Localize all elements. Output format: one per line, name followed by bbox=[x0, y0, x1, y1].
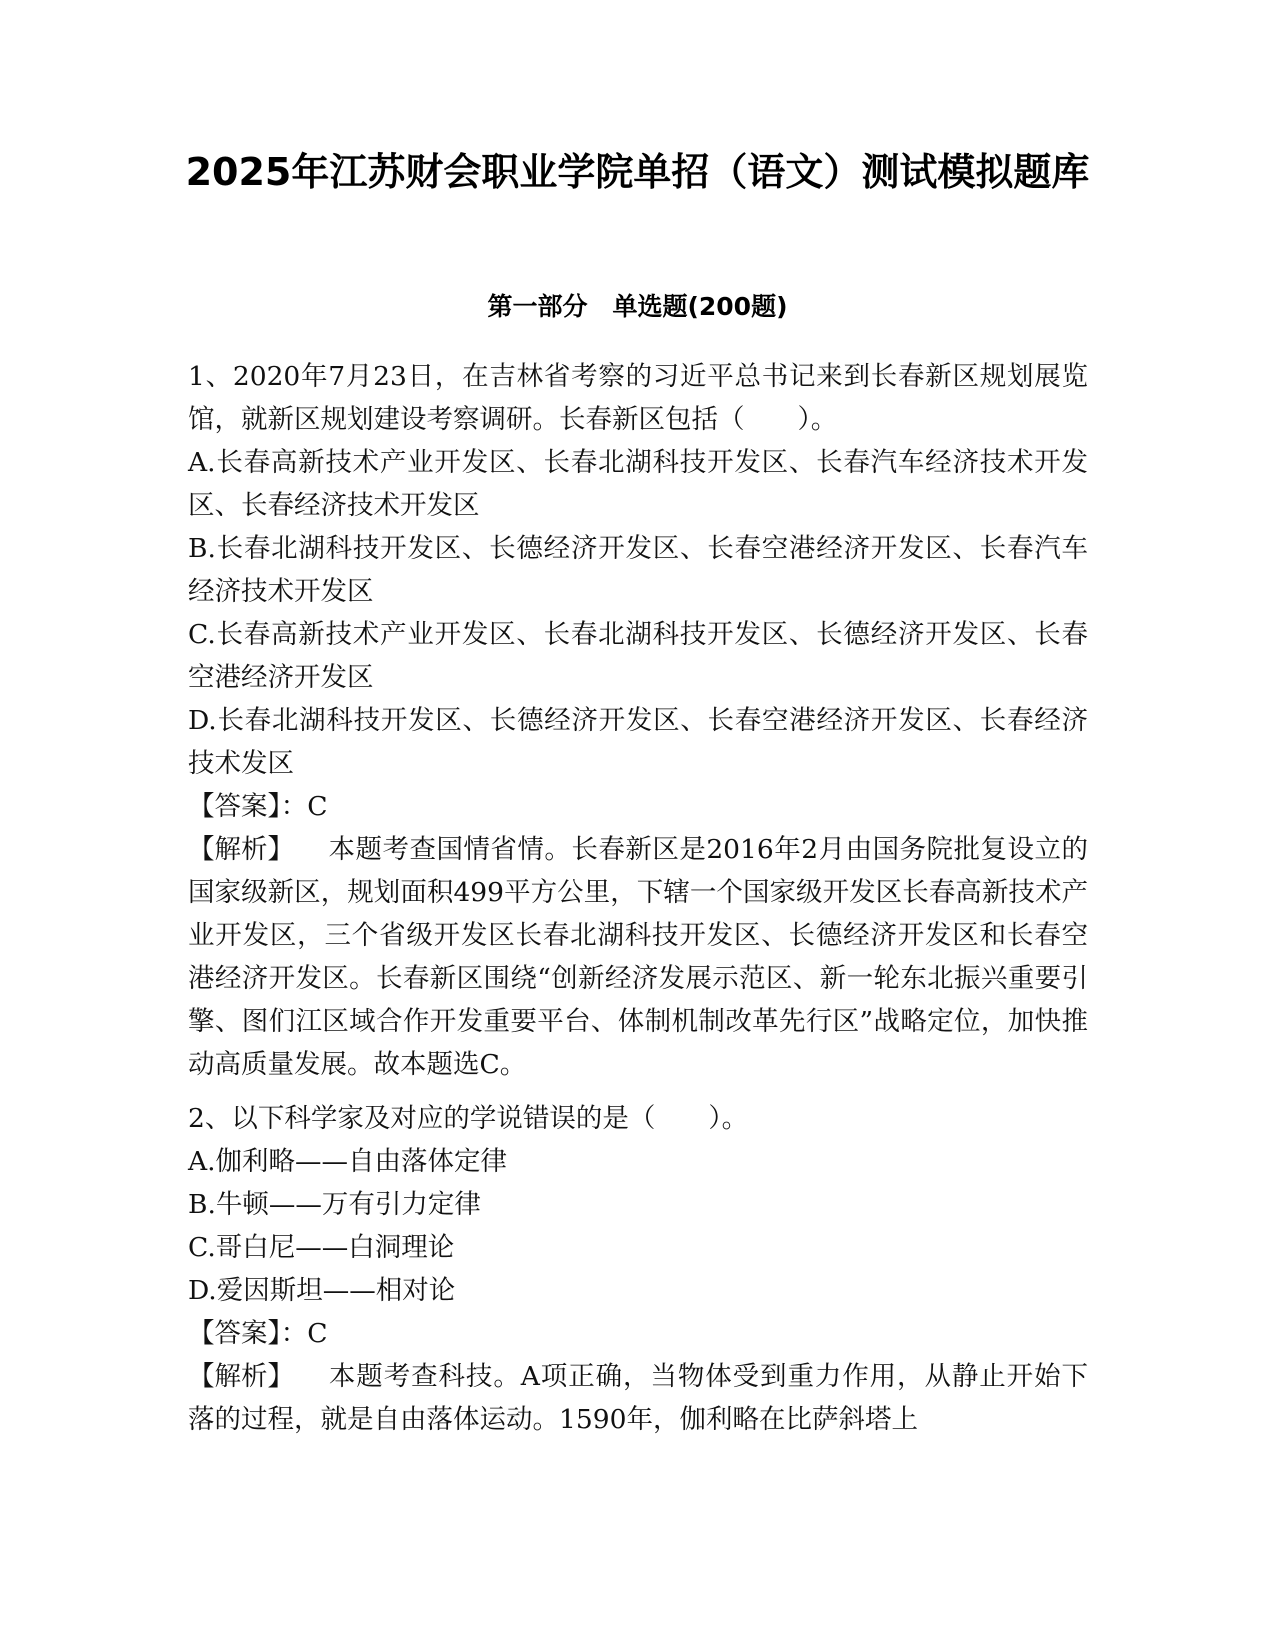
analysis-paragraph bbox=[188, 828, 1088, 1086]
analysis-label: 【解析】 bbox=[188, 1361, 294, 1392]
answer-line: 【答案】：C bbox=[188, 791, 328, 822]
question-stem: 2、以下科学家及对应的学说错误的是（ ）。 bbox=[188, 1103, 749, 1134]
document-title: 2025年江苏财会职业学院单招（语文）测试模拟题库 bbox=[185, 150, 1090, 194]
section-title: 第一部分 单选题(200题) bbox=[487, 292, 788, 321]
question-2 bbox=[188, 1097, 1088, 1441]
analysis-text: 本题考查科技。A项正确，当物体受到重力作用，从静止开始下落的过程，就是自由落体运动。1590年，伽利略在比萨斜塔上 bbox=[188, 1361, 1088, 1435]
question-1 bbox=[188, 355, 1088, 1086]
option-b: B.牛顿——万有引力定律 bbox=[188, 1189, 481, 1220]
document-body bbox=[188, 355, 1088, 1441]
answer-line: 【答案】：C bbox=[188, 1318, 328, 1349]
option-a: A.伽利略——自由落体定律 bbox=[188, 1146, 508, 1177]
question-stem: 1、2020年7月23日，在吉林省考察的习近平总书记来到长春新区规划展览馆，就新区规划建设考察调研。长春新区包括（ ）。 bbox=[188, 361, 1088, 435]
option-d: D.长春北湖科技开发区、长德经济开发区、长春空港经济开发区、长春经济技术发区 bbox=[188, 705, 1088, 779]
option-d: D.爱因斯坦——相对论 bbox=[188, 1275, 456, 1306]
option-c: C.长春高新技术产业开发区、长春北湖科技开发区、长德经济开发区、长春空港经济开发区 bbox=[188, 619, 1088, 693]
option-b: B.长春北湖科技开发区、长德经济开发区、长春空港经济开发区、长春汽车经济技术开发区 bbox=[188, 533, 1088, 607]
analysis-label: 【解析】 bbox=[188, 834, 294, 865]
option-c: C.哥白尼——白洞理论 bbox=[188, 1232, 455, 1263]
option-a: A.长春高新技术产业开发区、长春北湖科技开发区、长春汽车经济技术开发区、长春经济技术开发区 bbox=[188, 447, 1088, 521]
analysis-text: 本题考查国情省情。长春新区是2016年2月由国务院批复设立的国家级新区，规划面积499平方公里，下辖一个国家级开发区长春高新技术产业开发区，三个省级开发区长春北湖科技开发区、长德经济开发区和长春空港经济开发区。长春新区围绕“创新经济发展示范区、新一轮东北振兴重要引擎、图们江区域合作开发重要平台、体制机制改革先行区”战略定位，加快推动高质量发展。故本题选C。 bbox=[188, 834, 1088, 1080]
analysis-paragraph bbox=[188, 1355, 1088, 1441]
